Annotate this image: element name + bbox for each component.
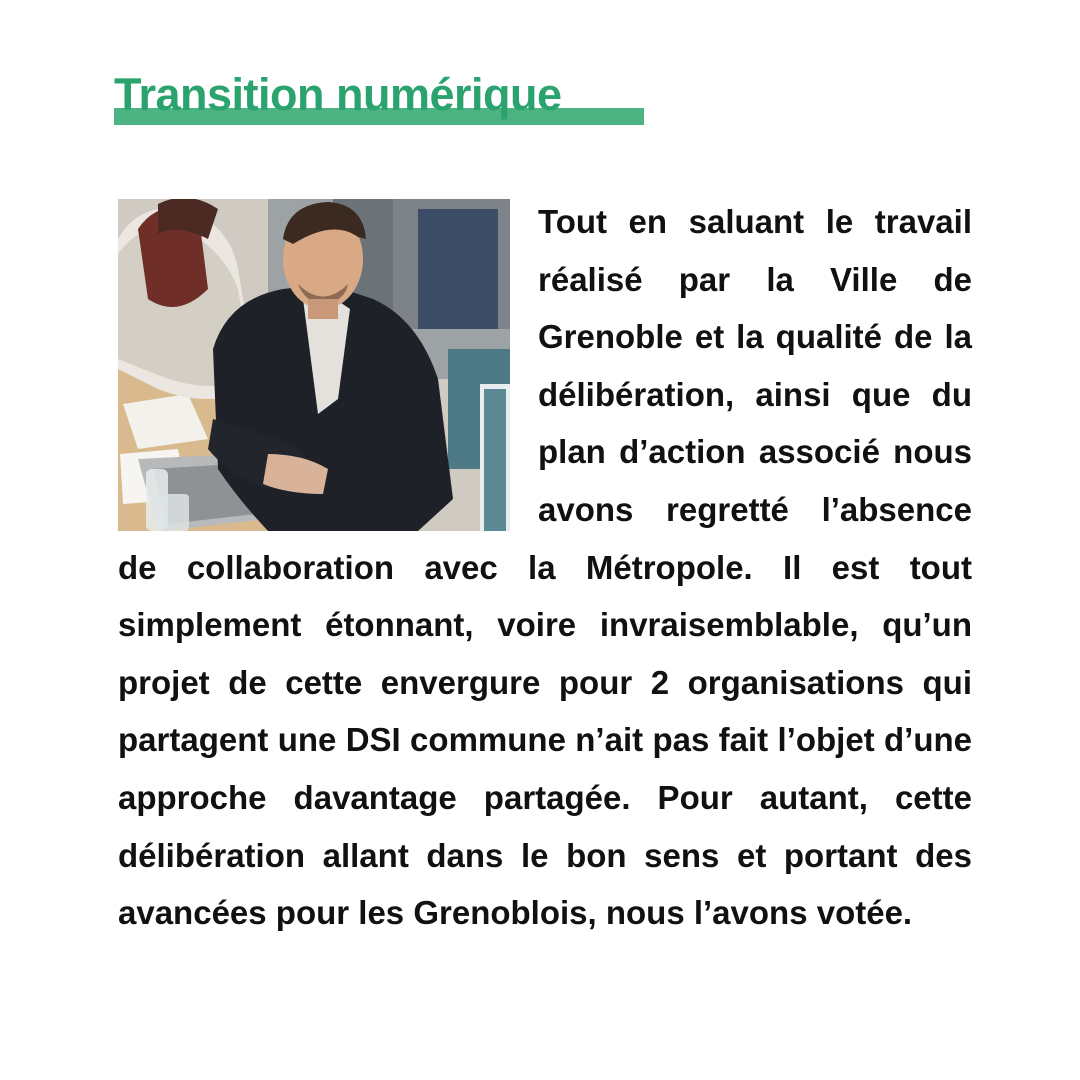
article-body: Tout en saluant le travail réalisé par la Ville de Grenoble et la qualité de la délibération, ainsi que du plan d’action associé nous avons regretté l’absence de collaboration avec la Métropole. Il est tout simplement étonnant, voire invraisemblable, qu’un projet de cette envergure pour 2 organisations qui partagent une DSI commune n’ait pas fait l’objet d’une approche davantage partagée. Pour autant, cette délibération allant dans le bon sens et portant des avancées pour les Grenoblois, nous l’avons votée. — [118, 203, 972, 932]
page-title: Transition numérique — [114, 69, 562, 120]
article-text-block — [118, 193, 972, 942]
section-heading — [114, 66, 644, 128]
council-member-photo — [118, 199, 510, 531]
